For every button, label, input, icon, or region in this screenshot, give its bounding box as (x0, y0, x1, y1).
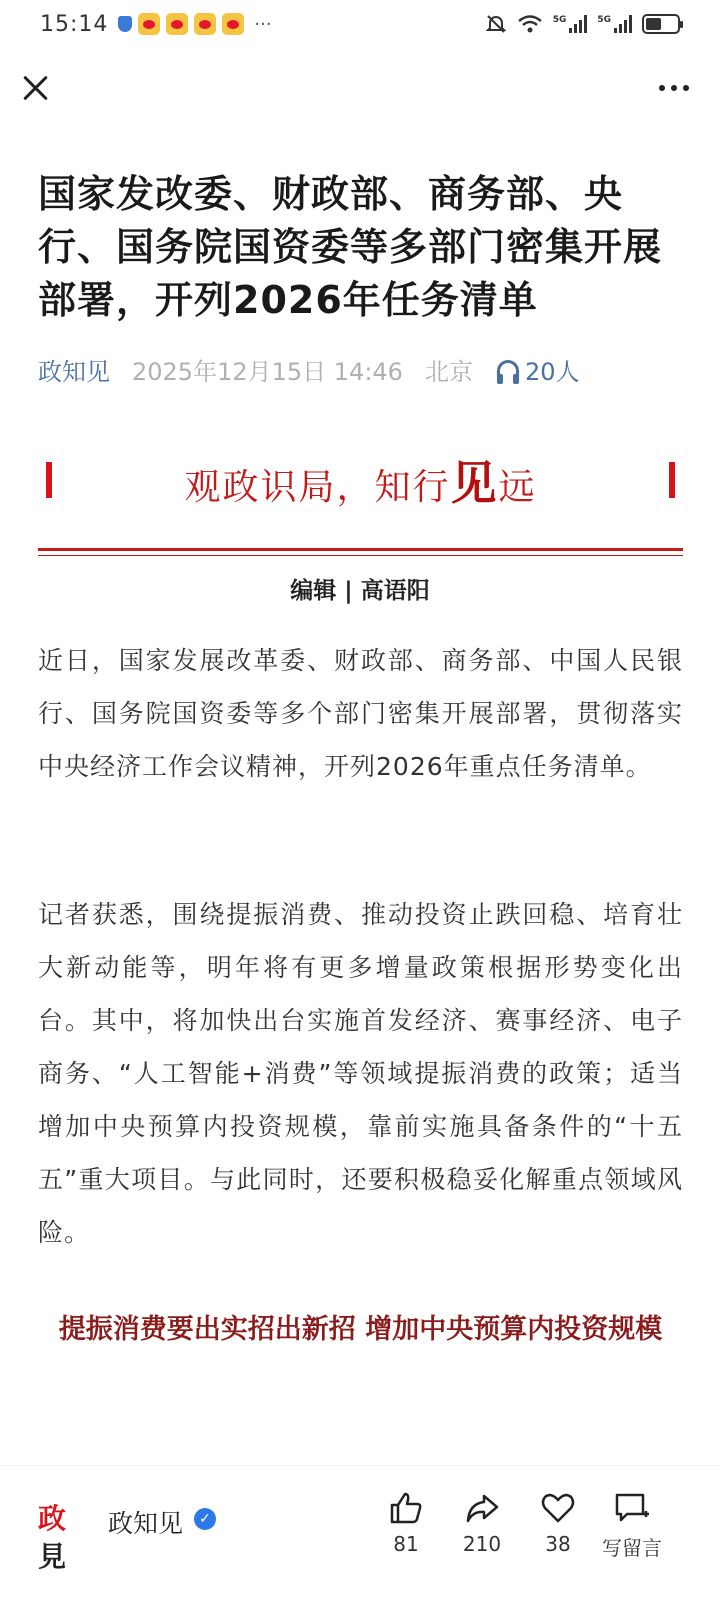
article-paragraph: 近日，国家发展改革委、财政部、商务部、中国人民银行、国务院国资委等多个部门密集开展部署，贯彻落实中央经济工作会议精神，开列2026年重点任务清单。 (38, 646, 683, 781)
weibo-icon (166, 13, 188, 35)
listen-button[interactable] (497, 352, 580, 387)
more-notifications-icon: ··· (254, 13, 272, 35)
banner-slogan: 观政识局，知行见远 (184, 456, 537, 510)
system-icons (485, 13, 680, 35)
thumbs-up-icon (388, 1490, 424, 1526)
close-icon[interactable] (20, 72, 52, 104)
mute-bell-icon (485, 13, 507, 35)
weibo-icon (194, 13, 216, 35)
headphone-icon (497, 360, 519, 380)
verified-icon: ✓ (194, 1508, 216, 1530)
publish-location: 北京 (424, 358, 473, 386)
bottom-action-bar (0, 1465, 720, 1612)
heart-icon (540, 1490, 576, 1526)
favorite-count: 38 (545, 1532, 571, 1556)
share-count: 210 (462, 1532, 502, 1556)
top-nav (0, 60, 720, 120)
article-paragraph: 记者获悉，围绕提振消费、推动投资止跌回稳、培育壮大新动能等，明年将有更多增量政策根据形势变化出台。其中，将加快出台实施首发经济、赛事经济、电子商务、“人工智能+消费”等领域提振消费的政策；适当增加中央预算内投资规模，靠前实施具备条件的“十五五”重大项目。与此同时，还要积极稳妥化解重点领域风险。 (38, 900, 683, 1247)
weibo-icon (138, 13, 160, 35)
author-link[interactable]: 政知见 (38, 358, 110, 386)
comment-label: 写留言 (602, 1536, 662, 1560)
like-count: 81 (393, 1532, 419, 1556)
section-heading: 提振消费要出实招出新招 增加中央预算内投资规模 (58, 1314, 663, 1345)
article-banner (38, 450, 683, 510)
divider (38, 548, 683, 556)
article-meta (38, 352, 683, 387)
editor-credit: 编辑 | 高语阳 (290, 578, 430, 604)
shield-icon (118, 16, 132, 32)
article-title: 国家发改委、财政部、商务部、央行、国务院国资委等多部门密集开展部署，开列2026年任务清单 (38, 172, 663, 322)
publish-time: 2025年12月15日 14:46 (132, 358, 403, 386)
status-bar (0, 0, 720, 48)
battery-icon (642, 14, 680, 34)
banner-left-bar (46, 462, 52, 498)
like-button[interactable] (366, 1488, 446, 1556)
account-name[interactable]: 政知见 (108, 1509, 184, 1538)
weibo-icon (222, 13, 244, 35)
listener-count: 20人 (524, 358, 580, 386)
favorite-button[interactable] (518, 1488, 598, 1556)
share-icon (464, 1490, 500, 1526)
comment-button[interactable] (592, 1488, 672, 1561)
banner-right-bar (669, 462, 675, 498)
status-time: 15:14 (40, 11, 109, 37)
share-button[interactable] (442, 1488, 522, 1556)
wifi-icon (517, 14, 543, 34)
comment-plus-icon (613, 1490, 651, 1526)
signal-icon: 5G (553, 15, 588, 33)
signal-icon: 5G (597, 15, 632, 33)
account-logo[interactable]: 政見 (38, 1502, 67, 1573)
more-options-icon[interactable] (654, 76, 694, 100)
notification-icons (118, 13, 271, 35)
